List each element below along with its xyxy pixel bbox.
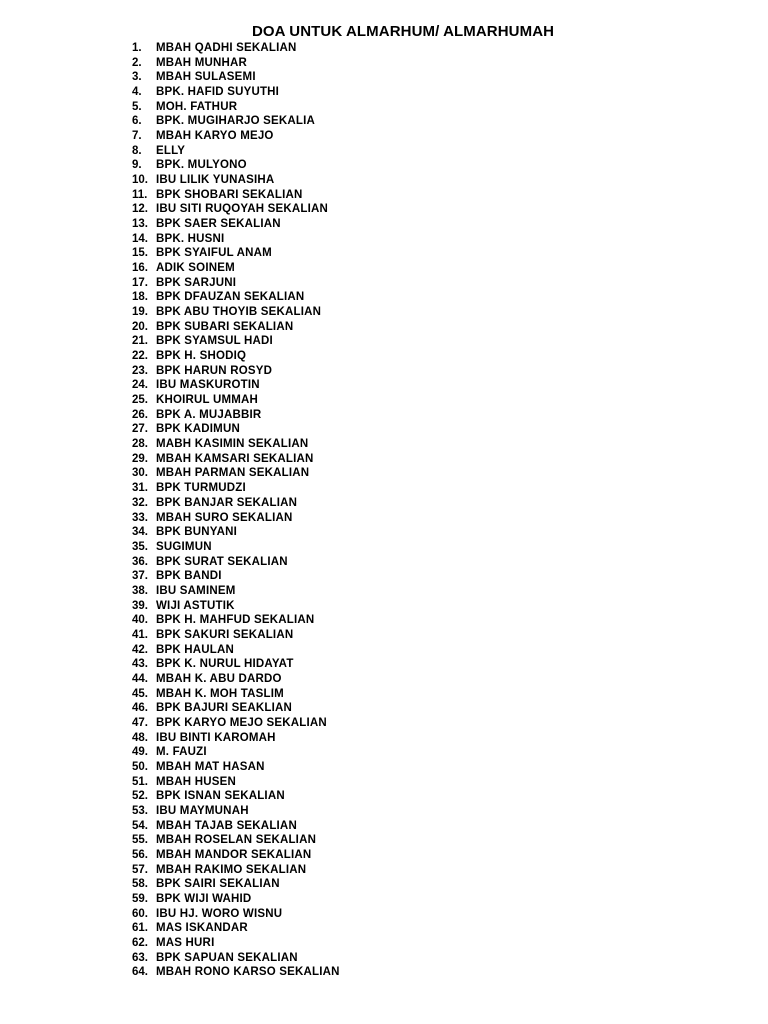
list-item-name: BPK. MULYONO bbox=[156, 159, 247, 172]
list-item-name: SUGIMUN bbox=[156, 540, 212, 553]
list-item bbox=[132, 672, 340, 687]
list-item-name: BPK WIJI WAHID bbox=[156, 892, 252, 905]
list-item-number: 42. bbox=[132, 643, 148, 656]
list-item bbox=[132, 892, 340, 907]
list-item-name: BPK SAIRI SEKALIAN bbox=[156, 878, 280, 891]
list-item-number: 1. bbox=[132, 42, 142, 54]
list-item-number: 20. bbox=[132, 320, 148, 333]
list-item bbox=[132, 936, 340, 951]
list-item-number: 63. bbox=[132, 951, 148, 964]
list-item bbox=[132, 628, 340, 643]
list-item-number: 34. bbox=[132, 526, 148, 539]
list-item bbox=[132, 56, 340, 71]
list-item-name: BPK HAULAN bbox=[156, 643, 235, 656]
list-item-name: BPK ISNAN SEKALIAN bbox=[156, 790, 285, 803]
list-item bbox=[132, 261, 340, 276]
list-item bbox=[132, 481, 340, 496]
list-item-name: BPK K. NURUL HIDAYAT bbox=[156, 658, 294, 671]
list-item bbox=[132, 466, 340, 481]
list-item-number: 51. bbox=[132, 775, 148, 788]
list-item-number: 48. bbox=[132, 731, 148, 744]
list-item-name: BPK SARJUNI bbox=[156, 276, 237, 289]
list-item-name: MBAH K. MOH TASLIM bbox=[156, 687, 284, 700]
list-item bbox=[132, 334, 340, 349]
list-item-number: 46. bbox=[132, 702, 148, 715]
list-item-number: 35. bbox=[132, 540, 148, 553]
list-item-number: 57. bbox=[132, 863, 148, 876]
list-item bbox=[132, 100, 340, 115]
list-item-name: BPK BUNYANI bbox=[156, 526, 238, 539]
list-item-name: BPK SHOBARI SEKALIAN bbox=[156, 188, 303, 201]
list-item-number: 38. bbox=[132, 584, 148, 597]
list-item bbox=[132, 819, 340, 834]
list-item-number: 11. bbox=[132, 188, 148, 201]
list-item bbox=[132, 599, 340, 614]
list-item-number: 50. bbox=[132, 760, 148, 773]
list-item-number: 45. bbox=[132, 687, 148, 700]
list-item-name: IBU MASKUROTIN bbox=[156, 379, 260, 392]
list-item-number: 9. bbox=[132, 159, 142, 172]
list-item bbox=[132, 613, 340, 628]
name-list bbox=[132, 41, 340, 980]
list-item-number: 59. bbox=[132, 892, 148, 905]
list-item-number: 6. bbox=[132, 115, 142, 128]
list-item bbox=[132, 114, 340, 129]
list-item-number: 2. bbox=[132, 56, 142, 69]
list-item bbox=[132, 437, 340, 452]
list-item-number: 25. bbox=[132, 394, 148, 407]
list-item bbox=[132, 349, 340, 364]
list-item bbox=[132, 701, 340, 716]
list-item-name: MBAH PARMAN SEKALIAN bbox=[156, 467, 310, 480]
list-item-name: IBU LILIK YUNASIHA bbox=[156, 174, 275, 187]
list-item-name: MBAH TAJAB SEKALIAN bbox=[156, 819, 297, 832]
list-item-number: 58. bbox=[132, 878, 148, 891]
list-item bbox=[132, 320, 340, 335]
list-item-name: MBAH SULASEMI bbox=[156, 71, 256, 84]
list-item bbox=[132, 41, 340, 56]
list-item-number: 40. bbox=[132, 614, 148, 627]
list-item-name: MBAH MAT HASAN bbox=[156, 760, 265, 773]
list-item-number: 21. bbox=[132, 335, 148, 348]
list-item-number: 29. bbox=[132, 452, 148, 465]
list-item bbox=[132, 731, 340, 746]
list-item-name: BPK H. SHODIQ bbox=[156, 350, 247, 363]
list-item-name: ADIK SOINEM bbox=[156, 262, 235, 275]
list-item-name: M. FAUZI bbox=[156, 746, 207, 759]
list-item bbox=[132, 129, 340, 144]
list-item bbox=[132, 188, 340, 203]
list-item-name: BPK A. MUJABBIR bbox=[156, 408, 262, 421]
list-item bbox=[132, 555, 340, 570]
list-item-number: 4. bbox=[132, 86, 142, 99]
list-item-name: IBU SAMINEM bbox=[156, 584, 236, 597]
list-item-number: 23. bbox=[132, 364, 148, 377]
list-item bbox=[132, 173, 340, 188]
list-item bbox=[132, 657, 340, 672]
list-item bbox=[132, 511, 340, 526]
list-item-name: MBAH MUNHAR bbox=[156, 56, 247, 69]
list-item-number: 15. bbox=[132, 247, 148, 260]
list-item-name: MBAH HUSEN bbox=[156, 775, 236, 788]
list-item-number: 52. bbox=[132, 790, 148, 803]
list-item-number: 44. bbox=[132, 672, 148, 685]
list-item-name: BPK BANJAR SEKALIAN bbox=[156, 496, 298, 509]
list-item-name: MAS HURI bbox=[156, 936, 215, 949]
list-item-name: BPK SUBARI SEKALIAN bbox=[156, 320, 294, 333]
list-item-name: MABH KASIMIN SEKALIAN bbox=[156, 438, 309, 451]
list-item-name: MOH. FATHUR bbox=[156, 100, 238, 113]
list-item bbox=[132, 804, 340, 819]
list-item bbox=[132, 144, 340, 159]
list-item-number: 12. bbox=[132, 203, 148, 216]
list-item-name: MBAH KAMSARI SEKALIAN bbox=[156, 452, 314, 465]
list-item-name: MBAH MANDOR SEKALIAN bbox=[156, 848, 312, 861]
list-item-number: 55. bbox=[132, 834, 148, 847]
list-item-name: BPK SAPUAN SEKALIAN bbox=[156, 951, 298, 964]
list-item-number: 7. bbox=[132, 130, 142, 143]
list-item bbox=[132, 540, 340, 555]
list-item-name: BPK. HUSNI bbox=[156, 232, 225, 245]
list-item-name: KHOIRUL UMMAH bbox=[156, 394, 259, 407]
list-item bbox=[132, 643, 340, 658]
list-item bbox=[132, 907, 340, 922]
list-item bbox=[132, 716, 340, 731]
list-item bbox=[132, 745, 340, 760]
list-item-name: IBU MAYMUNAH bbox=[156, 804, 249, 817]
list-item-number: 33. bbox=[132, 511, 148, 524]
list-item-number: 22. bbox=[132, 350, 148, 363]
list-item-name: WIJI ASTUTIK bbox=[156, 599, 235, 612]
list-item-number: 28. bbox=[132, 438, 148, 451]
list-item-number: 62. bbox=[132, 936, 148, 949]
list-item bbox=[132, 848, 340, 863]
list-item-number: 10. bbox=[132, 174, 148, 187]
list-item bbox=[132, 452, 340, 467]
list-item-name: BPK SAER SEKALIAN bbox=[156, 218, 281, 231]
list-item-name: IBU BINTI KAROMAH bbox=[156, 731, 276, 744]
list-item-name: BPK SYAIFUL ANAM bbox=[156, 247, 272, 260]
list-item-number: 18. bbox=[132, 291, 148, 304]
list-item-number: 17. bbox=[132, 276, 148, 289]
list-item-name: BPK. MUGIHARJO SEKALIA bbox=[156, 115, 316, 128]
list-item-name: MBAH KARYO MEJO bbox=[156, 130, 274, 143]
list-item bbox=[132, 687, 340, 702]
list-item-name: BPK SURAT SEKALIAN bbox=[156, 555, 288, 568]
list-item-name: BPK SAKURI SEKALIAN bbox=[156, 628, 294, 641]
list-item-number: 49. bbox=[132, 746, 148, 759]
list-item-number: 53. bbox=[132, 804, 148, 817]
list-item bbox=[132, 408, 340, 423]
list-item bbox=[132, 496, 340, 511]
list-item bbox=[132, 833, 340, 848]
list-item-number: 27. bbox=[132, 423, 148, 436]
list-item bbox=[132, 921, 340, 936]
list-item-name: BPK TURMUDZI bbox=[156, 482, 246, 495]
list-item-name: BPK DFAUZAN SEKALIAN bbox=[156, 291, 305, 304]
list-item bbox=[132, 584, 340, 599]
list-item-name: BPK BANDI bbox=[156, 570, 222, 583]
list-item-number: 16. bbox=[132, 262, 148, 275]
list-item-name: BPK KADIMUN bbox=[156, 423, 240, 436]
list-item bbox=[132, 232, 340, 247]
list-item bbox=[132, 85, 340, 100]
list-item-number: 24. bbox=[132, 379, 148, 392]
list-item-name: IBU HJ. WORO WISNU bbox=[156, 907, 283, 920]
list-item-number: 56. bbox=[132, 848, 148, 861]
list-item-number: 39. bbox=[132, 599, 148, 612]
list-item bbox=[132, 525, 340, 540]
list-item-number: 37. bbox=[132, 570, 148, 583]
list-item-number: 26. bbox=[132, 408, 148, 421]
list-item-number: 14. bbox=[132, 232, 148, 245]
list-item bbox=[132, 217, 340, 232]
list-item-name: BPK. HAFID SUYUTHI bbox=[156, 86, 280, 99]
list-item-number: 54. bbox=[132, 819, 148, 832]
list-item-name: IBU SITI RUQOYAH SEKALIAN bbox=[156, 203, 328, 216]
list-item bbox=[132, 246, 340, 261]
list-item bbox=[132, 378, 340, 393]
list-item-name: MBAH RONO KARSO SEKALIAN bbox=[156, 966, 340, 979]
list-item bbox=[132, 877, 340, 892]
list-item bbox=[132, 951, 340, 966]
list-item-number: 32. bbox=[132, 496, 148, 509]
list-item-name: ELLY bbox=[156, 144, 186, 157]
list-item-number: 30. bbox=[132, 467, 148, 480]
list-item-number: 19. bbox=[132, 306, 148, 319]
list-item bbox=[132, 569, 340, 584]
list-item bbox=[132, 290, 340, 305]
list-item bbox=[132, 202, 340, 217]
list-item-name: MBAH ROSELAN SEKALIAN bbox=[156, 834, 317, 847]
list-item-name: MBAH RAKIMO SEKALIAN bbox=[156, 863, 307, 876]
list-item bbox=[132, 393, 340, 408]
list-item-number: 31. bbox=[132, 482, 148, 495]
list-item-number: 36. bbox=[132, 555, 148, 568]
list-item-number: 64. bbox=[132, 966, 148, 979]
list-item-number: 13. bbox=[132, 218, 148, 231]
list-item bbox=[132, 965, 340, 980]
list-item bbox=[132, 70, 340, 85]
list-item bbox=[132, 863, 340, 878]
list-item bbox=[132, 305, 340, 320]
list-item bbox=[132, 789, 340, 804]
list-item bbox=[132, 276, 340, 291]
list-item bbox=[132, 760, 340, 775]
list-item-number: 3. bbox=[132, 71, 142, 84]
list-item-name: BPK ABU THOYIB SEKALIAN bbox=[156, 306, 322, 319]
list-item bbox=[132, 422, 340, 437]
list-item-number: 41. bbox=[132, 628, 148, 641]
list-item bbox=[132, 364, 340, 379]
list-item-name: MBAH QADHI SEKALIAN bbox=[156, 42, 297, 54]
list-item-name: BPK HARUN ROSYD bbox=[156, 364, 273, 377]
list-item-name: BPK KARYO MEJO SEKALIAN bbox=[156, 716, 327, 729]
list-item-number: 60. bbox=[132, 907, 148, 920]
list-item-name: BPK BAJURI SEAKLIAN bbox=[156, 702, 293, 715]
list-item-number: 8. bbox=[132, 144, 142, 157]
list-item-number: 5. bbox=[132, 100, 142, 113]
list-item-number: 61. bbox=[132, 922, 148, 935]
list-item-name: MAS ISKANDAR bbox=[156, 922, 248, 935]
list-item-number: 47. bbox=[132, 716, 148, 729]
list-item-name: BPK SYAMSUL HADI bbox=[156, 335, 273, 348]
list-item-name: MBAH SURO SEKALIAN bbox=[156, 511, 293, 524]
list-item-number: 43. bbox=[132, 658, 148, 671]
document-title: DOA UNTUK ALMARHUM/ ALMARHUMAH bbox=[251, 23, 555, 40]
list-item-name: MBAH K. ABU DARDO bbox=[156, 672, 282, 685]
list-item bbox=[132, 158, 340, 173]
list-item-name: BPK H. MAHFUD SEKALIAN bbox=[156, 614, 315, 627]
list-item bbox=[132, 775, 340, 790]
